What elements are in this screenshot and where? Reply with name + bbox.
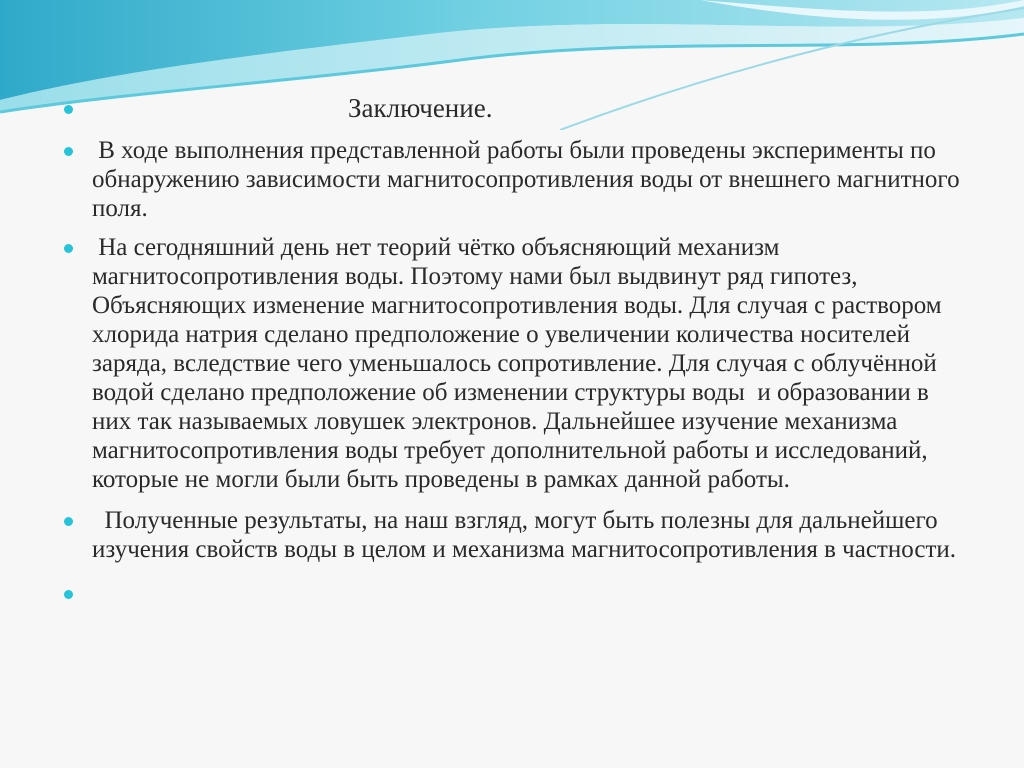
paragraph-text: На сегодняшний день нет теорий чётко объясняющий механизм магнитосопротивления воды. Поэтому нами был выдвинут ряд гипотез, Объясняющих изменение магнитосопротивления воды. Для случая с раствором хлорида натрия сделано предположение о увеличении количества носителей заряда, вследствие чего уменьшалось сопротивление. Для случая с облучённой водой сделано предположение об изменении структуры воды и образовании в них так называемых ловушек электронов. Дальнейшее изучение механизма магнитосопротивления воды требует дополнительной работы и исследований, которые не могли были быть проведены в рамках данной работы. [92,234,948,493]
bullet-dot-icon [64,244,73,253]
bullet-dot-icon [64,147,73,156]
list-item-paragraph [60,506,960,564]
list-item-paragraph [60,233,960,494]
bullet-dot-icon [64,590,73,599]
list-item-title [60,90,960,130]
paragraph-text: Полученные результаты, на наш взгляд, могут быть полезны для дальнейшего изучения свойств воды в целом и механизма магнитосопротивления в частности. [92,507,957,563]
list-item-empty [60,578,960,607]
bullet-dot-icon [64,105,73,114]
list-item-paragraph [60,136,966,223]
bullet-dot-icon [64,517,73,526]
slide-title: Заключение. [348,93,493,123]
paragraph-text: В ходе выполнения представленной работы были проведены эксперименты по обнаружению зависимости магнитосопротивления воды от внешнего магнитного поля. [92,137,966,222]
bullet-list [60,90,966,607]
